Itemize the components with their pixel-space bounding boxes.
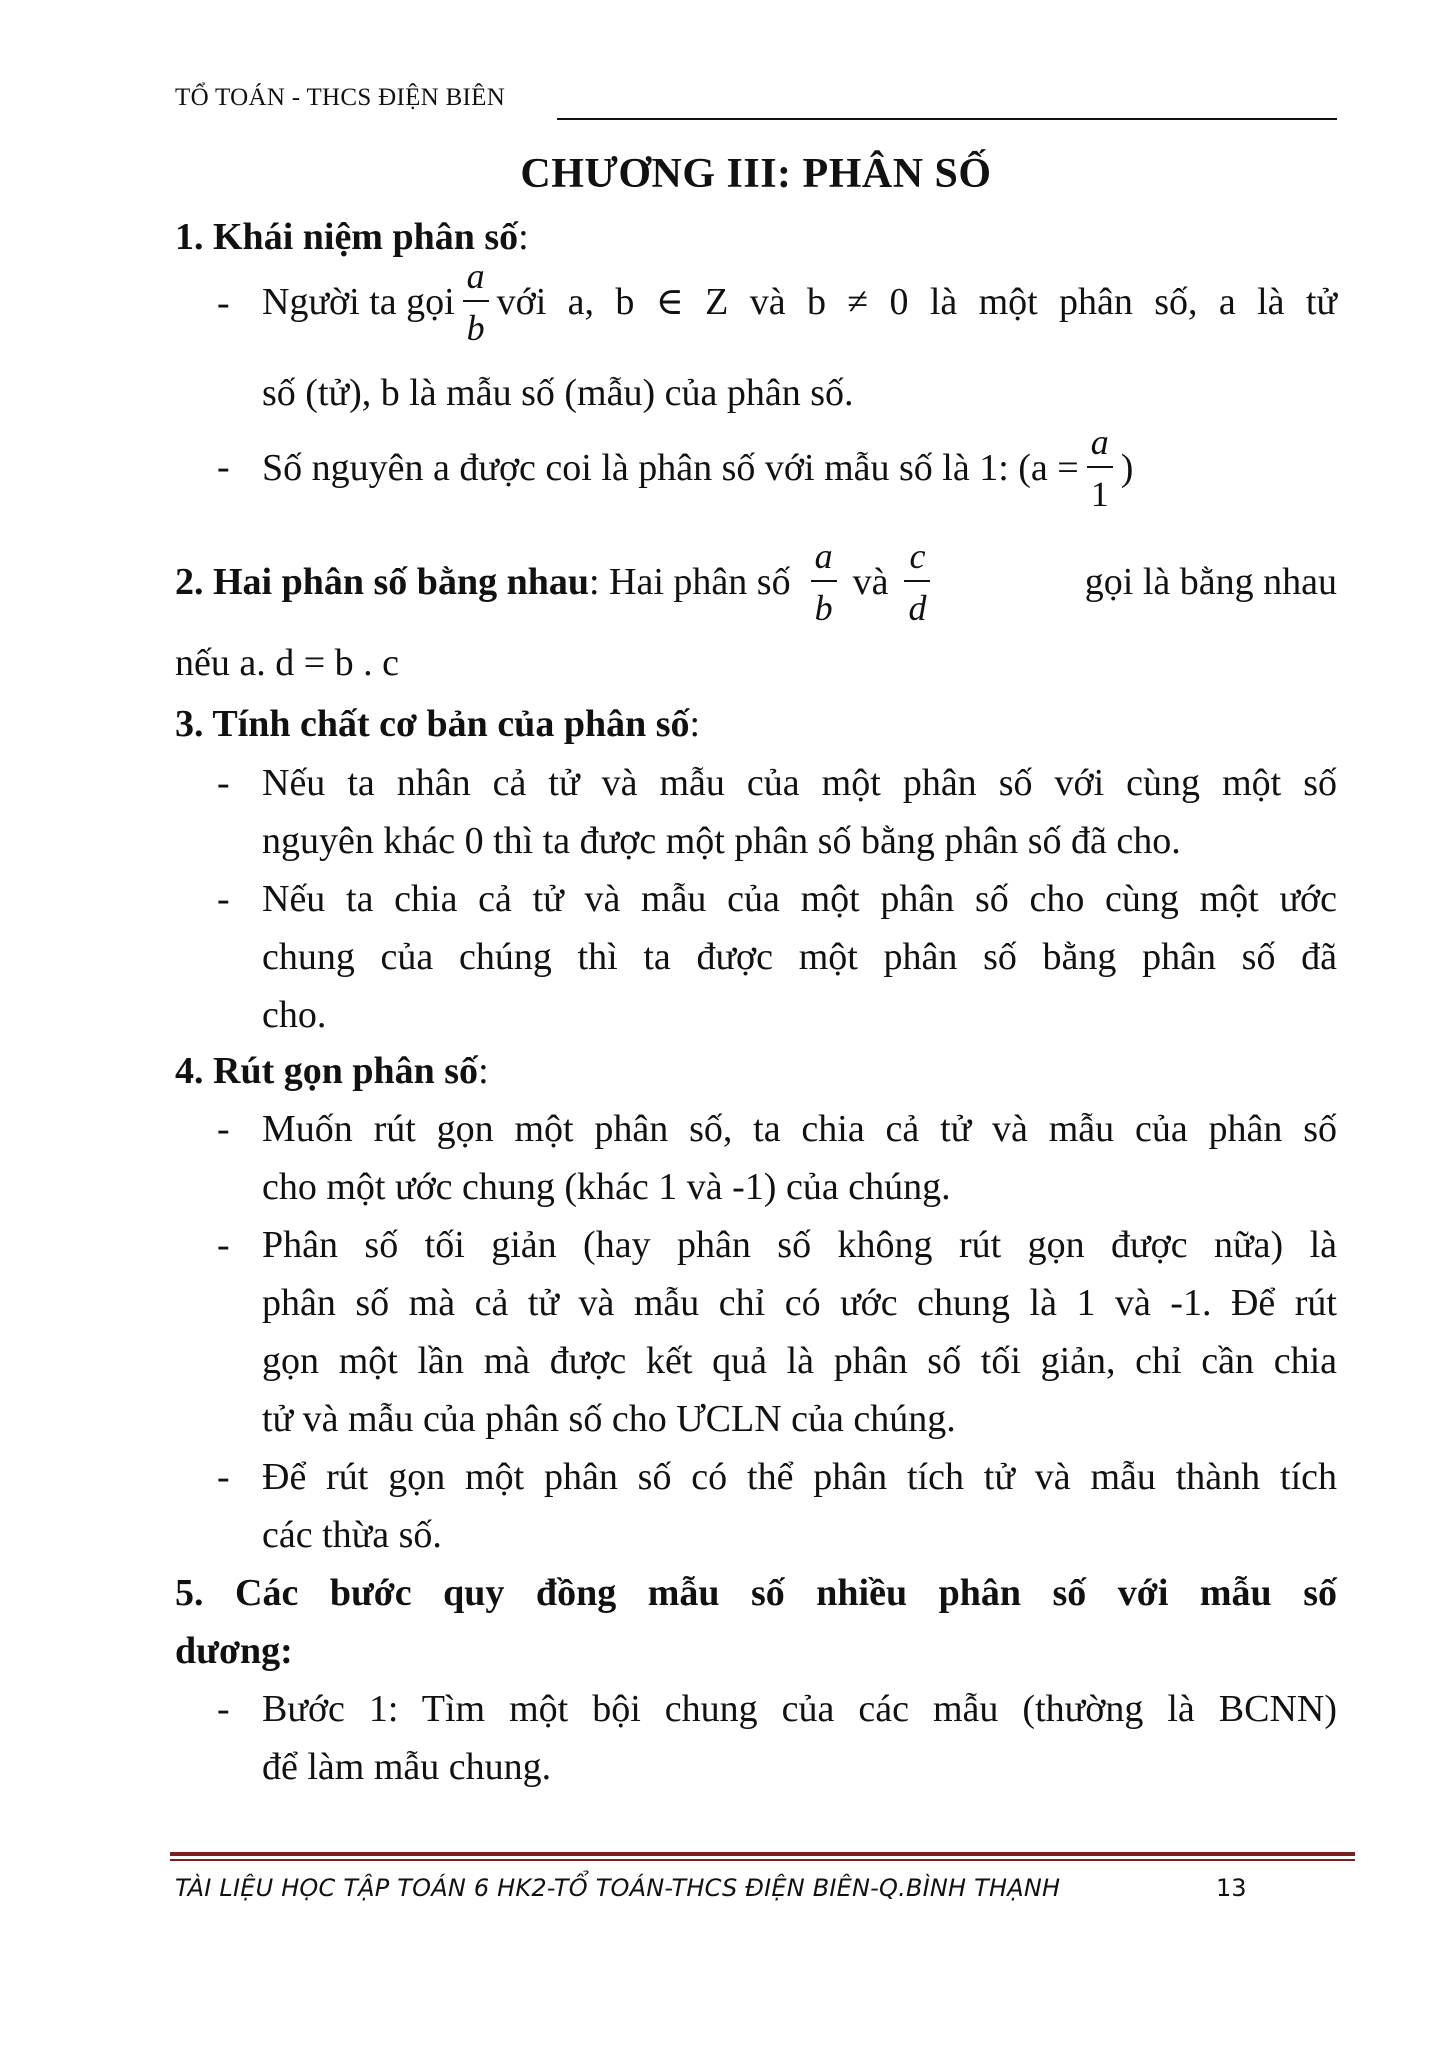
bullet: - <box>217 878 230 920</box>
header-rule <box>557 118 1337 120</box>
s3-b1-line-2: nguyên khác 0 thì ta được một phân số bằng phân số đã cho. <box>262 820 1181 862</box>
section-3-heading: 3. Tính chất cơ bản của phân số: <box>175 703 701 745</box>
s1-bullet-2: Số nguyên a được coi là phân số với mẫu số là 1: (a = $\frac{a}{1}$ ) <box>262 422 1134 514</box>
s4-b1-line-2: cho một ước chung (khác 1 và -1) của chúng. <box>262 1166 951 1208</box>
s5-b1-line-1: Bước 1: Tìm một bội chung của các mẫu (thường là BCNN) <box>262 1688 1337 1730</box>
footer-rule-thin <box>170 1859 1355 1861</box>
section-5-heading-line-1: 5. Các bước quy đồng mẫu số nhiều phân số với mẫu số <box>175 1572 1337 1614</box>
s1-b1-post: với a, b ∈ Z và b ≠ 0 là một phân số, a là tử <box>496 281 1337 323</box>
s1-b1-pre: Người ta gọi <box>262 281 455 323</box>
s4-b2-line-3: gọn một lần mà được kết quả là phân số tối giản, chỉ cần chia <box>262 1340 1337 1382</box>
bullet: - <box>217 1456 230 1498</box>
section-5-heading-line-2: dương: <box>175 1630 293 1672</box>
page-number: 13 <box>1216 1874 1247 1902</box>
section-2-heading: 2. Hai phân số bằng nhau <box>175 561 589 603</box>
page-header <box>175 84 1337 124</box>
section-2-line-2: nếu a. d = b . c <box>175 642 400 684</box>
footer-rule-thick <box>170 1852 1355 1856</box>
fraction-a-over-b: $\frac{a}{b}$ <box>811 538 837 626</box>
bullet: - <box>217 1108 230 1150</box>
fraction-a-over-1: $\frac{a}{1}$ <box>1087 424 1113 512</box>
s4-b2-line-2: phân số mà cả tử và mẫu chỉ có ước chung là 1 và -1. Để rút <box>262 1282 1337 1324</box>
s4-b2-line-1: Phân số tối giản (hay phân số không rút gọn được nữa) là <box>262 1224 1337 1266</box>
s1-bullet-1-line-2: số (tử), b là mẫu số (mẫu) của phân số. <box>262 372 854 414</box>
s4-b1-line-1: Muốn rút gọn một phân số, ta chia cả tử và mẫu của phân số <box>262 1108 1337 1150</box>
footer-text: TÀI LIỆU HỌC TẬP TOÁN 6 HK2-TỔ TOÁN-THCS ĐIỆN BIÊN-Q.BÌNH THẠNH <box>175 1874 1061 1902</box>
s4-b3-line-1: Để rút gọn một phân số có thể phân tích tử và mẫu thành tích <box>262 1456 1337 1498</box>
bullet: - <box>217 446 230 488</box>
fraction-a-over-b: $\frac{a}{b}$ <box>463 258 489 346</box>
s3-b2-line-3: cho. <box>262 994 327 1036</box>
s1-bullet-1-line-1 <box>262 258 1337 346</box>
s5-b1-line-2: để làm mẫu chung. <box>262 1746 552 1788</box>
bullet: - <box>217 1224 230 1266</box>
s4-b3-line-2: các thừa số. <box>262 1514 442 1556</box>
chapter-title: CHƯƠNG III: PHÂN SỐ <box>520 151 992 197</box>
header-text: TỔ TOÁN - THCS ĐIỆN BIÊN <box>175 84 506 111</box>
section-4-heading: 4. Rút gọn phân số: <box>175 1050 489 1092</box>
bullet: - <box>217 1688 230 1730</box>
section-2-line-1: 2. Hai phân số bằng nhau : Hai phân số $\frac{a}{b}$ và $\frac{c}{d}$ gọi là bằng nhau <box>175 536 1337 628</box>
bullet: - <box>217 762 230 804</box>
s3-b1-line-1: Nếu ta nhân cả tử và mẫu của một phân số với cùng một số <box>262 762 1337 804</box>
s4-b2-line-4: tử và mẫu của phân số cho ƯCLN của chúng. <box>262 1398 956 1440</box>
bullet: - <box>217 282 230 324</box>
fraction-c-over-d: $\frac{c}{d}$ <box>904 538 930 626</box>
section-1-heading: 1. Khái niệm phân số: <box>175 216 529 258</box>
s3-b2-line-2: chung của chúng thì ta được một phân số bằng phân số đã <box>262 936 1337 978</box>
s3-b2-line-1: Nếu ta chia cả tử và mẫu của một phân số cho cùng một ước <box>262 878 1337 920</box>
